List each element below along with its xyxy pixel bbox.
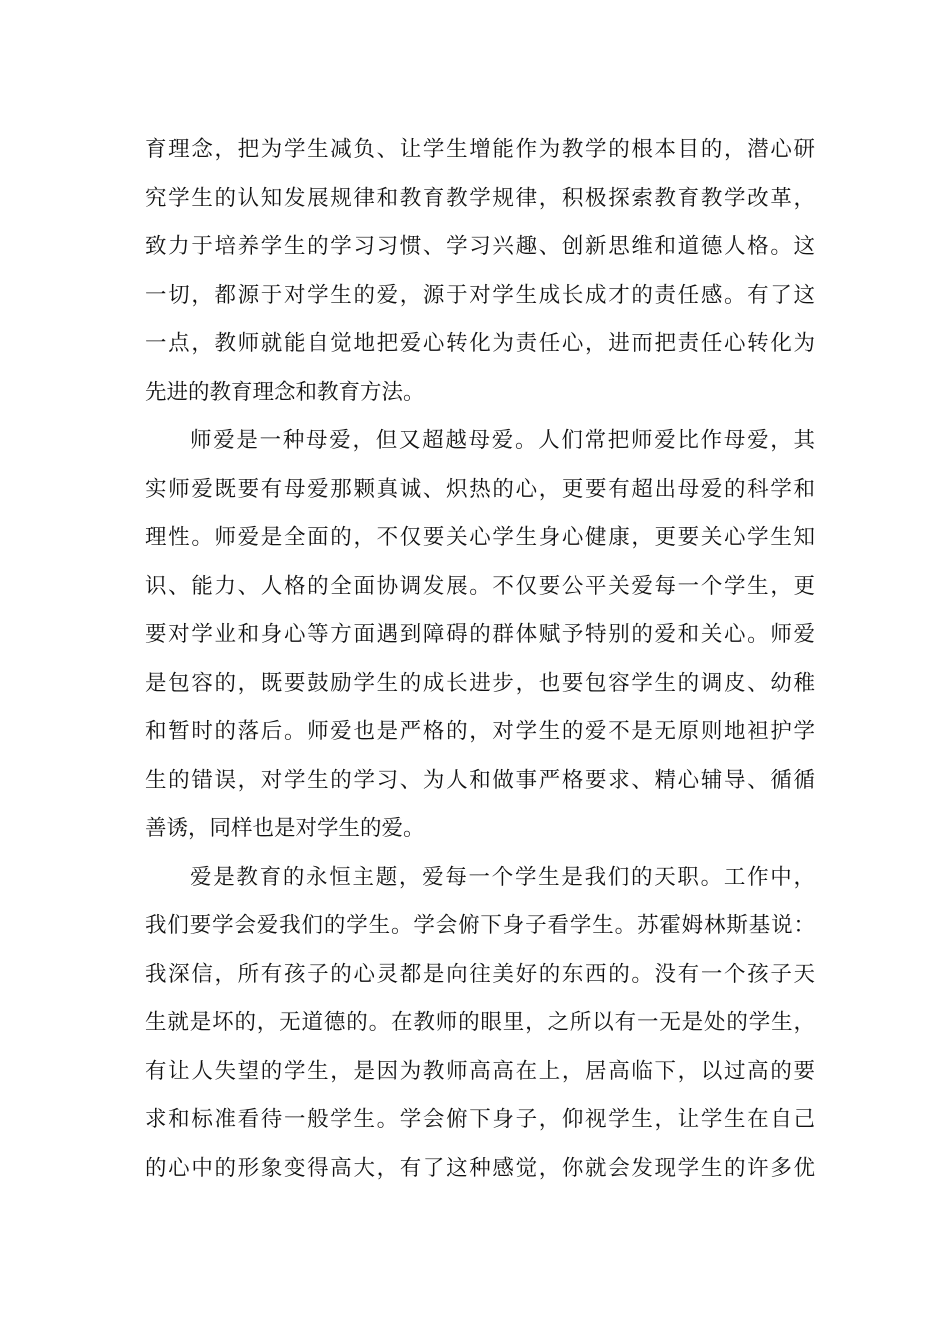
text-line: 究学生的认知发展规律和教育教学规律，积极探索教育教学改革， — [145, 185, 815, 211]
text-line: 求和标准看待一般学生。学会俯下身子，仰视学生，让学生在自己 — [145, 1107, 815, 1132]
text-line: 致力于培养学生的学习习惯、学习兴趣、创新思维和道德人格。这 — [145, 234, 815, 259]
paragraph-3 — [145, 854, 815, 1194]
text-line: 生的错误，对学生的学习、为人和做事严格要求、精心辅导、循循 — [145, 767, 815, 793]
paragraph-2 — [145, 417, 815, 854]
text-line: 我们要学会爱我们的学生。学会俯下身子看学生。苏霍姆林斯基说： — [145, 913, 815, 938]
text-line: 善诱，同样也是对学生的爱。 — [145, 816, 425, 841]
text-line: 育理念，把为学生减负、让学生增能作为教学的根本目的，潜心研 — [145, 137, 815, 162]
text-line: 爱是教育的永恒主题，爱每一个学生是我们的天职。工作中， — [190, 864, 815, 890]
text-line: 先进的教育理念和教育方法。 — [145, 379, 425, 405]
text-line: 实师爱既要有母爱那颗真诚、炽热的心，更要有超出母爱的科学和 — [145, 476, 815, 502]
text-line: 识、能力、人格的全面协调发展。不仅要公平关爱每一个学生，更 — [145, 573, 815, 599]
text-line: 是包容的，既要鼓励学生的成长进步，也要包容学生的调皮、幼稚 — [145, 670, 815, 696]
text-line: 要对学业和身心等方面遇到障碍的群体赋予特别的爱和关心。师爱 — [145, 622, 815, 647]
text-line: 的心中的形象变得高大，有了这种感觉，你就会发现学生的许多优 — [145, 1155, 815, 1181]
text-line: 我深信，所有孩子的心灵都是向往美好的东西的。没有一个孩子天 — [145, 961, 815, 987]
text-line: 师爱是一种母爱，但又超越母爱。人们常把师爱比作母爱，其 — [190, 428, 815, 453]
text-line: 一点，教师就能自觉地把爱心转化为责任心，进而把责任心转化为 — [145, 331, 815, 356]
text-line: 和暂时的落后。师爱也是严格的，对学生的爱不是无原则地袒护学 — [145, 719, 815, 744]
body-text — [145, 126, 815, 1193]
text-line: 生就是坏的，无道德的。在教师的眼里，之所以有一无是处的学生， — [145, 1010, 815, 1035]
paragraph-1 — [145, 126, 815, 417]
text-line: 有让人失望的学生，是因为教师高高在上，居高临下，以过高的要 — [145, 1058, 815, 1084]
text-line: 一切，都源于对学生的爱，源于对学生成长成才的责任感。有了这 — [145, 282, 815, 308]
text-line: 理性。师爱是全面的，不仅要关心学生身心健康，更要关心学生知 — [145, 525, 815, 550]
